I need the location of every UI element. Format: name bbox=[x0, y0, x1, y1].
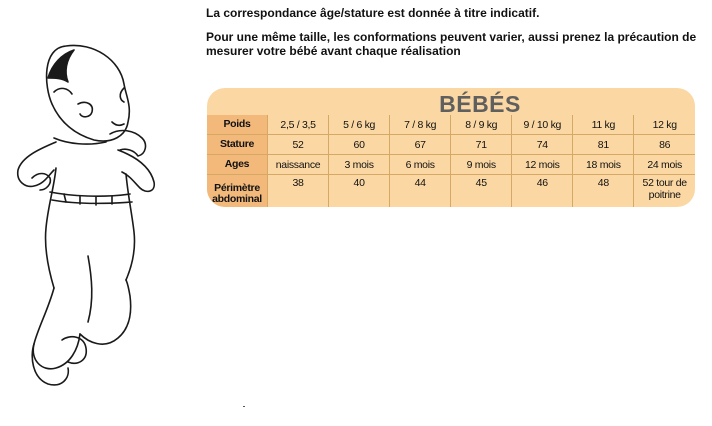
table-cell: naissance bbox=[268, 155, 329, 175]
size-table bbox=[207, 115, 695, 207]
intro-line-2: Pour une même taille, les conformations peuvent varier, aussi prenez la précaution de mesurer votre bébé avant chaque réalisation bbox=[206, 30, 697, 58]
table-cell: 5 / 6 kg bbox=[329, 115, 390, 135]
table-cell: 86 bbox=[634, 135, 695, 155]
table-cell: 52 bbox=[268, 135, 329, 155]
table-row-ages bbox=[207, 155, 695, 175]
table-cell: 48 bbox=[573, 175, 634, 208]
intro-line-1: La correspondance âge/stature est donnée à titre indicatif. bbox=[206, 6, 540, 20]
table-cell: 12 kg bbox=[634, 115, 695, 135]
table-cell: 52 tour de poitrine bbox=[634, 175, 695, 208]
table-cell: 3 mois bbox=[329, 155, 390, 175]
table-cell: 6 mois bbox=[390, 155, 451, 175]
row-label: Poids bbox=[207, 115, 268, 135]
row-label: Périmètre abdominal bbox=[207, 175, 268, 208]
table-cell: 7 / 8 kg bbox=[390, 115, 451, 135]
table-cell: 9 mois bbox=[451, 155, 512, 175]
table-cell: 9 / 10 kg bbox=[512, 115, 573, 135]
table-cell: 18 mois bbox=[573, 155, 634, 175]
table-cell: 81 bbox=[573, 135, 634, 155]
table-cell: 8 / 9 kg bbox=[451, 115, 512, 135]
table-title: BÉBÉS bbox=[439, 91, 521, 117]
intro-text bbox=[206, 6, 702, 68]
table-cell: 38 bbox=[268, 175, 329, 208]
table-cell: 12 mois bbox=[512, 155, 573, 175]
table-cell: 11 kg bbox=[573, 115, 634, 135]
table-cell: 44 bbox=[390, 175, 451, 208]
table-cell: 46 bbox=[512, 175, 573, 208]
baby-illustration bbox=[8, 38, 174, 390]
table-cell: 24 mois bbox=[634, 155, 695, 175]
table-cell: 45 bbox=[451, 175, 512, 208]
table-cell: 67 bbox=[390, 135, 451, 155]
table-row-perimetre bbox=[207, 175, 695, 208]
table-cell: 2,5 / 3,5 bbox=[268, 115, 329, 135]
table-row-poids bbox=[207, 115, 695, 135]
table-cell: 71 bbox=[451, 135, 512, 155]
row-label: Stature bbox=[207, 135, 268, 155]
table-cell: 40 bbox=[329, 175, 390, 208]
table-cell: 74 bbox=[512, 135, 573, 155]
row-label: Ages bbox=[207, 155, 268, 175]
table-row-stature bbox=[207, 135, 695, 155]
stray-mark bbox=[243, 406, 245, 407]
table-cell: 60 bbox=[329, 135, 390, 155]
size-table-card bbox=[207, 88, 695, 207]
